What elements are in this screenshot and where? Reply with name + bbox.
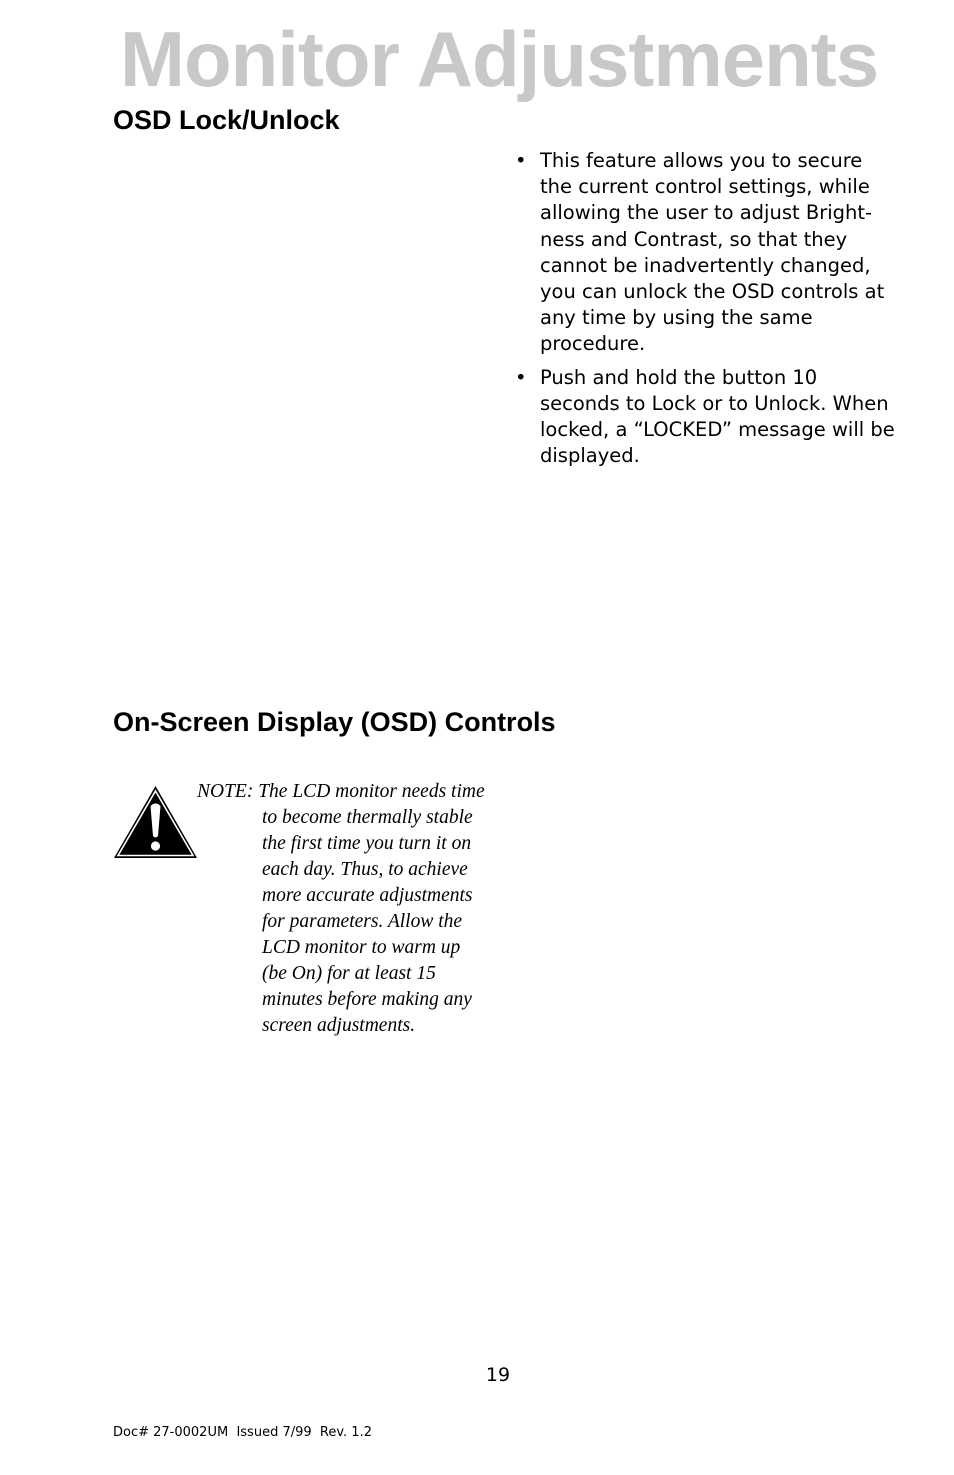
page-title: Monitor Adjustments xyxy=(120,15,879,103)
page-number: 19 xyxy=(485,1364,511,1386)
note-line: each day. Thus, to achieve xyxy=(262,859,468,880)
note-line: more accurate adjustments xyxy=(262,885,473,906)
section-heading-osd-lock: OSD Lock/Unlock xyxy=(113,105,340,135)
note-line: (be On) for at least 15 xyxy=(262,963,436,984)
note-line: for parameters. Allow the xyxy=(262,911,463,932)
list-item xyxy=(515,365,895,470)
list-item xyxy=(515,148,895,358)
section-heading-osd-controls: On-Screen Display (OSD) Controls xyxy=(113,707,556,737)
osd-lock-bullet-list xyxy=(515,148,895,476)
bullet-text: This feature allows you to secure the current control settings, while allowing the user to adjust Bright-ness and Contrast, so that they cannot be inadvertently changed, you can unlock the OSD controls at any time by using the same procedure. xyxy=(540,149,885,356)
note-line: minutes before making any xyxy=(262,989,472,1010)
note-line: NOTE: The LCD monitor needs time xyxy=(197,781,485,802)
note-line: LCD monitor to warm up xyxy=(262,937,461,958)
bullet-icon: • xyxy=(515,149,527,172)
note-line: the first time you turn it on xyxy=(262,833,472,854)
note-line: to become thermally stable xyxy=(262,807,473,828)
document-footer: Doc# 27-0002UM Issued 7/99 Rev. 1.2 xyxy=(113,1425,372,1440)
warning-triangle-icon xyxy=(112,784,199,860)
bullet-text: Push and hold the button 10 seconds to Lock or to Unlock. When locked, a “LOCKED” message will be displayed. xyxy=(540,365,895,468)
bullet-icon: • xyxy=(515,365,527,389)
warning-note xyxy=(197,779,487,1039)
note-line: screen adjustments. xyxy=(262,1015,416,1036)
